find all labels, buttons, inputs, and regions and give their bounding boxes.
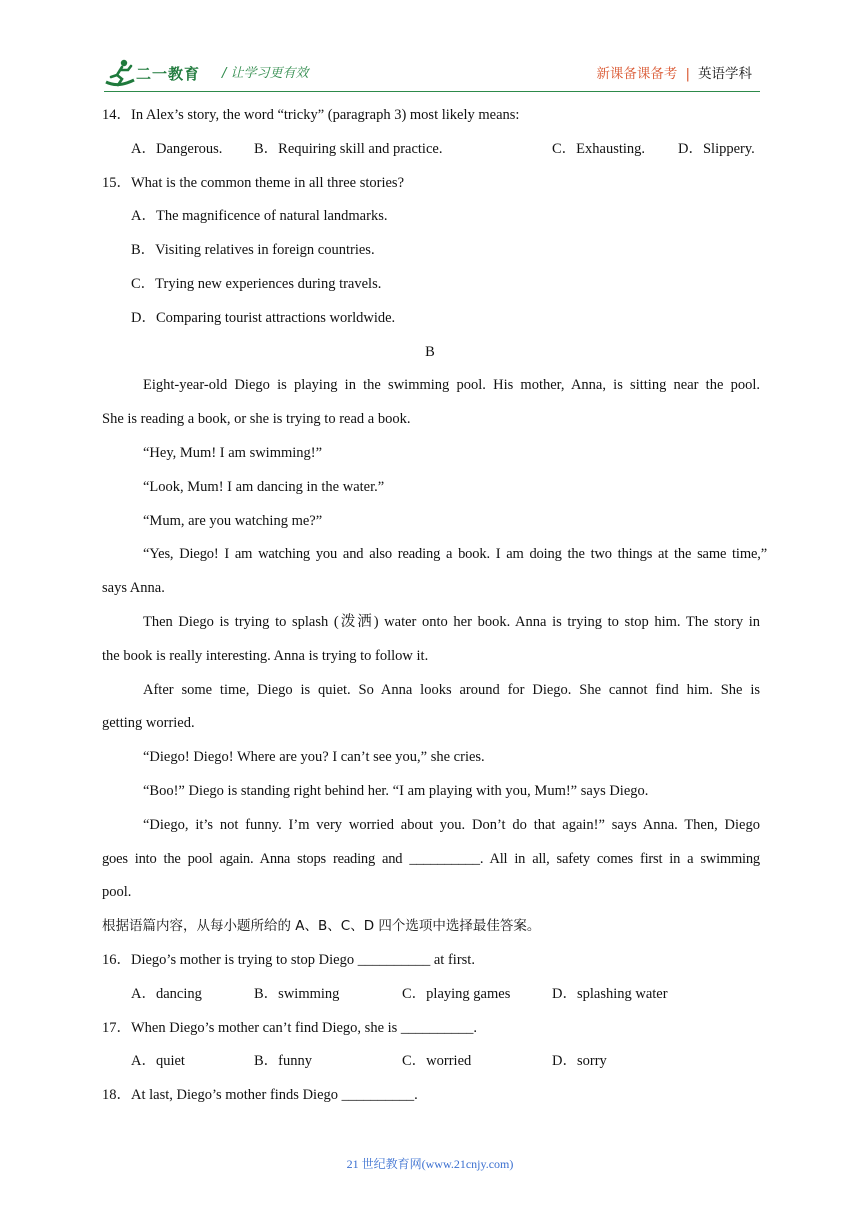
question-17-option-a[interactable]: A．quiet (131, 1053, 185, 1069)
passage-line: “Diego! Diego! Where are you? I can’t see you,” she cries. (143, 749, 485, 765)
passage-line: “Boo!” Diego is standing right behind her. “I am playing with you, Mum!” says Diego. (143, 783, 649, 799)
question-17-stem: 17．When Diego’s mother can’t find Diego, she is __________. (102, 1020, 478, 1036)
passage-line-text: After some time, Diego is quiet. So Anna looks around for Diego. She cannot find him. She is (143, 682, 760, 698)
passage-line-text: Then Diego is trying to splash (泼洒) water onto her book. Anna is trying to stop him. The story in (143, 614, 760, 630)
question-16-option-d[interactable]: D．splashing water (552, 986, 668, 1002)
page-footer: 21 世纪教育网(www.21cnjy.com) (346, 1157, 514, 1171)
question-17-option-d[interactable]: D．sorry (552, 1053, 607, 1069)
passage-line (143, 816, 760, 834)
question-16-option-c[interactable]: C．playing games (402, 986, 511, 1002)
passage-line: pool. (102, 884, 132, 900)
passage-line (143, 545, 767, 563)
instruction-text: 根据语篇内容，从每小题所给的 A、B、C、D 四个选项中选择最佳答案。 (102, 918, 541, 934)
passage-line: “Hey, Mum! I am swimming!” (143, 445, 323, 461)
question-15-option-b[interactable]: B．Visiting relatives in foreign countries. (131, 242, 375, 258)
passage-line: the book is really interesting. Anna is trying to follow it. (102, 648, 429, 664)
brand-logo (104, 58, 210, 90)
header-slogan: / 让学习更有效 (222, 66, 309, 81)
question-16-option-b[interactable]: B．swimming (254, 986, 340, 1002)
runner-icon (104, 58, 138, 90)
question-17-option-b[interactable]: B．funny (254, 1053, 312, 1069)
header-divider (104, 91, 760, 92)
question-18-stem: 18．At last, Diego’s mother finds Diego __________. (102, 1087, 418, 1103)
question-15-option-c[interactable]: C．Trying new experiences during travels. (131, 276, 382, 292)
question-15-option-d[interactable]: D．Comparing tourist attractions worldwide. (131, 310, 396, 326)
passage-line-text: “Yes, Diego! I am watching you and also reading a book. I am doing the two things at the same time,” (143, 546, 767, 562)
passage-line: says Anna. (102, 580, 165, 596)
passage-line: She is reading a book, or she is trying to read a book. (102, 411, 411, 427)
passage-line: “Mum, are you watching me?” (143, 513, 323, 529)
question-15-stem: 15．What is the common theme in all three stories? (102, 175, 405, 191)
passage-line: getting worried. (102, 715, 195, 731)
header-right (596, 62, 752, 82)
passage-line-text: “Diego, it’s not funny. I’m very worried about you. Don’t do that again!” says Anna. Then, Diego (143, 817, 760, 833)
question-16-option-a[interactable]: A．dancing (131, 986, 202, 1002)
question-14-option-b[interactable]: B．Requiring skill and practice. (254, 141, 443, 157)
question-14-option-a[interactable]: A．Dangerous. (131, 141, 223, 157)
header-title: 新课备课备考 (596, 66, 678, 82)
question-16-stem: 16．Diego’s mother is trying to stop Diego __________ at first. (102, 952, 475, 968)
passage-line (143, 376, 760, 394)
question-14-option-c[interactable]: C．Exhausting. (552, 141, 646, 157)
passage-line: “Look, Mum! I am dancing in the water.” (143, 479, 385, 495)
header-subject: 英语学科 (698, 66, 752, 82)
passage-line (143, 681, 760, 699)
passage-line-text: Eight-year-old Diego is playing in the swimming pool. His mother, Anna, is sitting near the pool. (143, 377, 760, 393)
passage-line-text: goes into the pool again. Anna stops reading and __________. All in all, safety comes first in a swimming (102, 851, 760, 867)
passage-line (143, 613, 760, 631)
question-14-option-d[interactable]: D．Slippery. (678, 141, 755, 157)
passage-heading: B (425, 344, 435, 360)
question-17-option-c[interactable]: C．worried (402, 1053, 472, 1069)
header-separator: | (685, 66, 690, 82)
page-header (0, 0, 860, 100)
passage-line (102, 850, 760, 868)
question-15-option-a[interactable]: A．The magnificence of natural landmarks. (131, 208, 388, 224)
question-14-stem: 14．In Alex’s story, the word “tricky” (paragraph 3) most likely means: (102, 107, 520, 123)
logo-text: 二一教育 (136, 65, 201, 83)
